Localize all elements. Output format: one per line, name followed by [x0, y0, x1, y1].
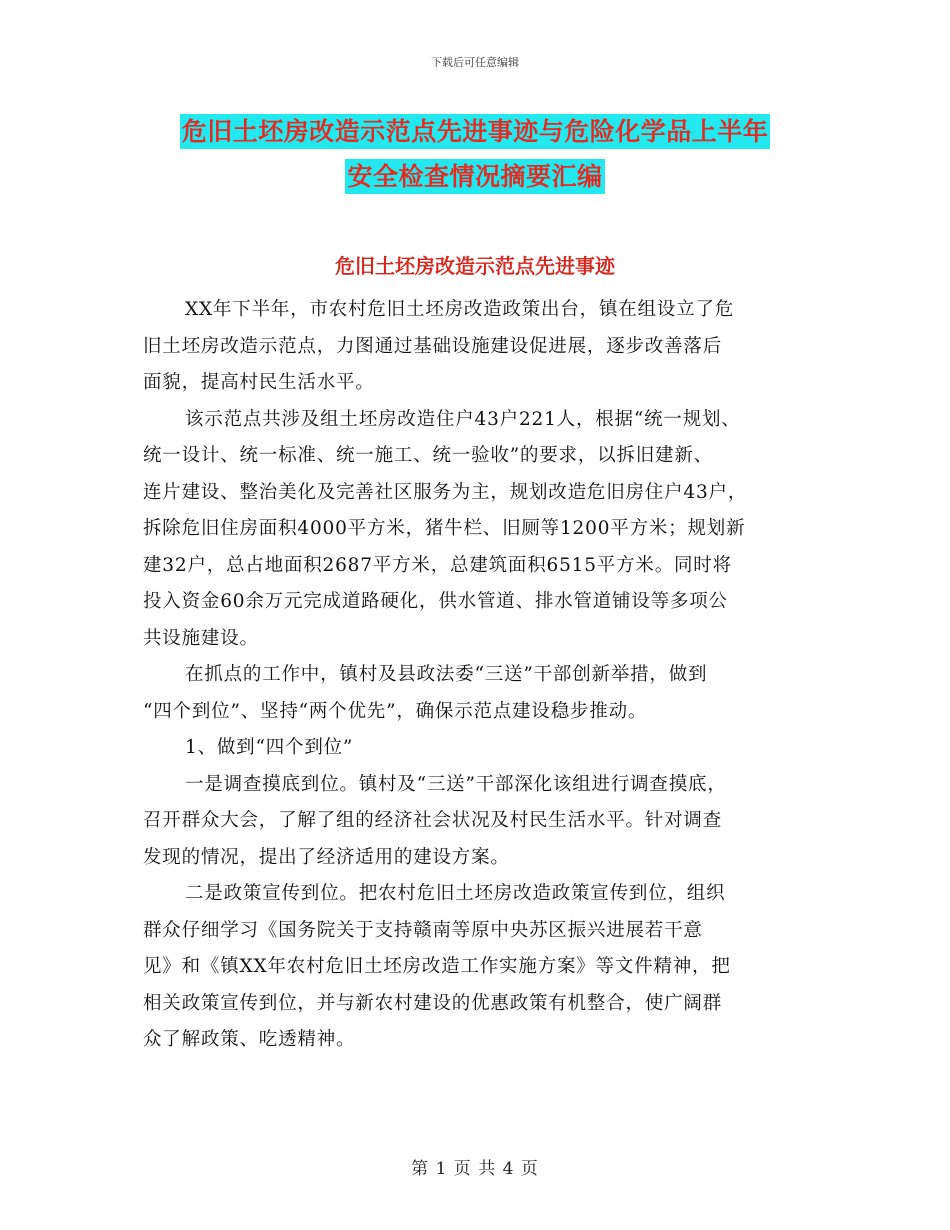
body-paragraph — [143, 402, 823, 658]
paragraph-line: 群众仔细学习《国务院关于支持赣南等原中央苏区振兴进展若干意 — [143, 919, 703, 941]
paragraph-line: 众了解政策、吃透精神。 — [143, 1029, 356, 1050]
paragraph-line: 建32户，总占地面积2687平方米，总建筑面积6515平方米。同时将 — [143, 554, 732, 576]
paragraph-line: 连片建设、整治美化及完善社区服务为主，规划改造危旧房住户43户， — [143, 481, 748, 503]
body-paragraph — [143, 730, 823, 767]
document-title-line-2-text: 安全检查情况摘要汇编 — [345, 159, 604, 194]
paragraph-line: 该示范点共涉及组土坯房改造住户43户221人，根据“统一规划、 — [185, 408, 741, 430]
paragraph-line: 发现的情况，提出了经济适用的建设方案。 — [143, 846, 510, 868]
body-paragraph — [143, 292, 823, 402]
paragraph-line: 1、做到“四个到位” — [185, 737, 354, 758]
paragraph-line: 在抓点的工作中，镇村及县政法委“三送”干部创新举措，做到 — [185, 664, 708, 685]
paragraph-line: 二是政策宣传到位。把农村危旧土坯房改造政策宣传到位，组织 — [185, 883, 726, 904]
paragraph-line: 召开群众大会，了解了组的经济社会状况及村民生活水平。针对调查 — [143, 810, 723, 831]
body-paragraph — [143, 767, 823, 877]
paragraph-line: 面貌，提高村民生活水平。 — [143, 372, 375, 393]
paragraph-line: 相关政策宣传到位，并与新农村建设的优惠政策有机整合，使广阔群 — [143, 992, 723, 1014]
paragraph-line: 拆除危旧住房面积4000平方米，猪牛栏、旧厕等1200平方米；规划新 — [143, 518, 746, 539]
body-paragraph — [143, 876, 823, 1059]
document-body — [143, 292, 823, 1059]
page-number-footer: 第 1 页 共 4 页 — [411, 1159, 539, 1179]
paragraph-line: 一是调查摸底到位。镇村及“三送”干部深化该组进行调查摸底， — [185, 773, 727, 795]
document-title-line-1 — [0, 112, 950, 148]
document-title-line-1-text: 危旧土坯房改造示范点先进事迹与危险化学品上半年 — [180, 114, 771, 149]
paragraph-line: 见》和《镇XX年农村危旧土坯房改造工作实施方案》等文件精神，把 — [143, 956, 731, 977]
section-heading: 危旧土坯房改造示范点先进事迹 — [335, 254, 615, 278]
paragraph-line: 统一设计、统一标准、统一施工、统一验收”的要求，以拆旧建新、 — [143, 445, 713, 466]
paragraph-line: 投入资金60余万元完成道路硬化，供水管道、排水管道铺设等多项公 — [143, 591, 728, 612]
document-title-line-2 — [0, 157, 950, 193]
paragraph-line: 旧土坯房改造示范点，力图通过基础设施建设促进展，逐步改善落后 — [143, 335, 723, 357]
page-header-note: 下载后可任意编辑 — [431, 56, 519, 69]
paragraph-line: 共设施建设。 — [143, 627, 259, 649]
paragraph-line: “四个到位”、坚持“两个优先”，确保示范点建设稳步推动。 — [143, 700, 648, 722]
body-paragraph — [143, 657, 823, 730]
paragraph-line: XX年下半年，市农村危旧土坯房改造政策出台，镇在组设立了危 — [185, 299, 735, 320]
